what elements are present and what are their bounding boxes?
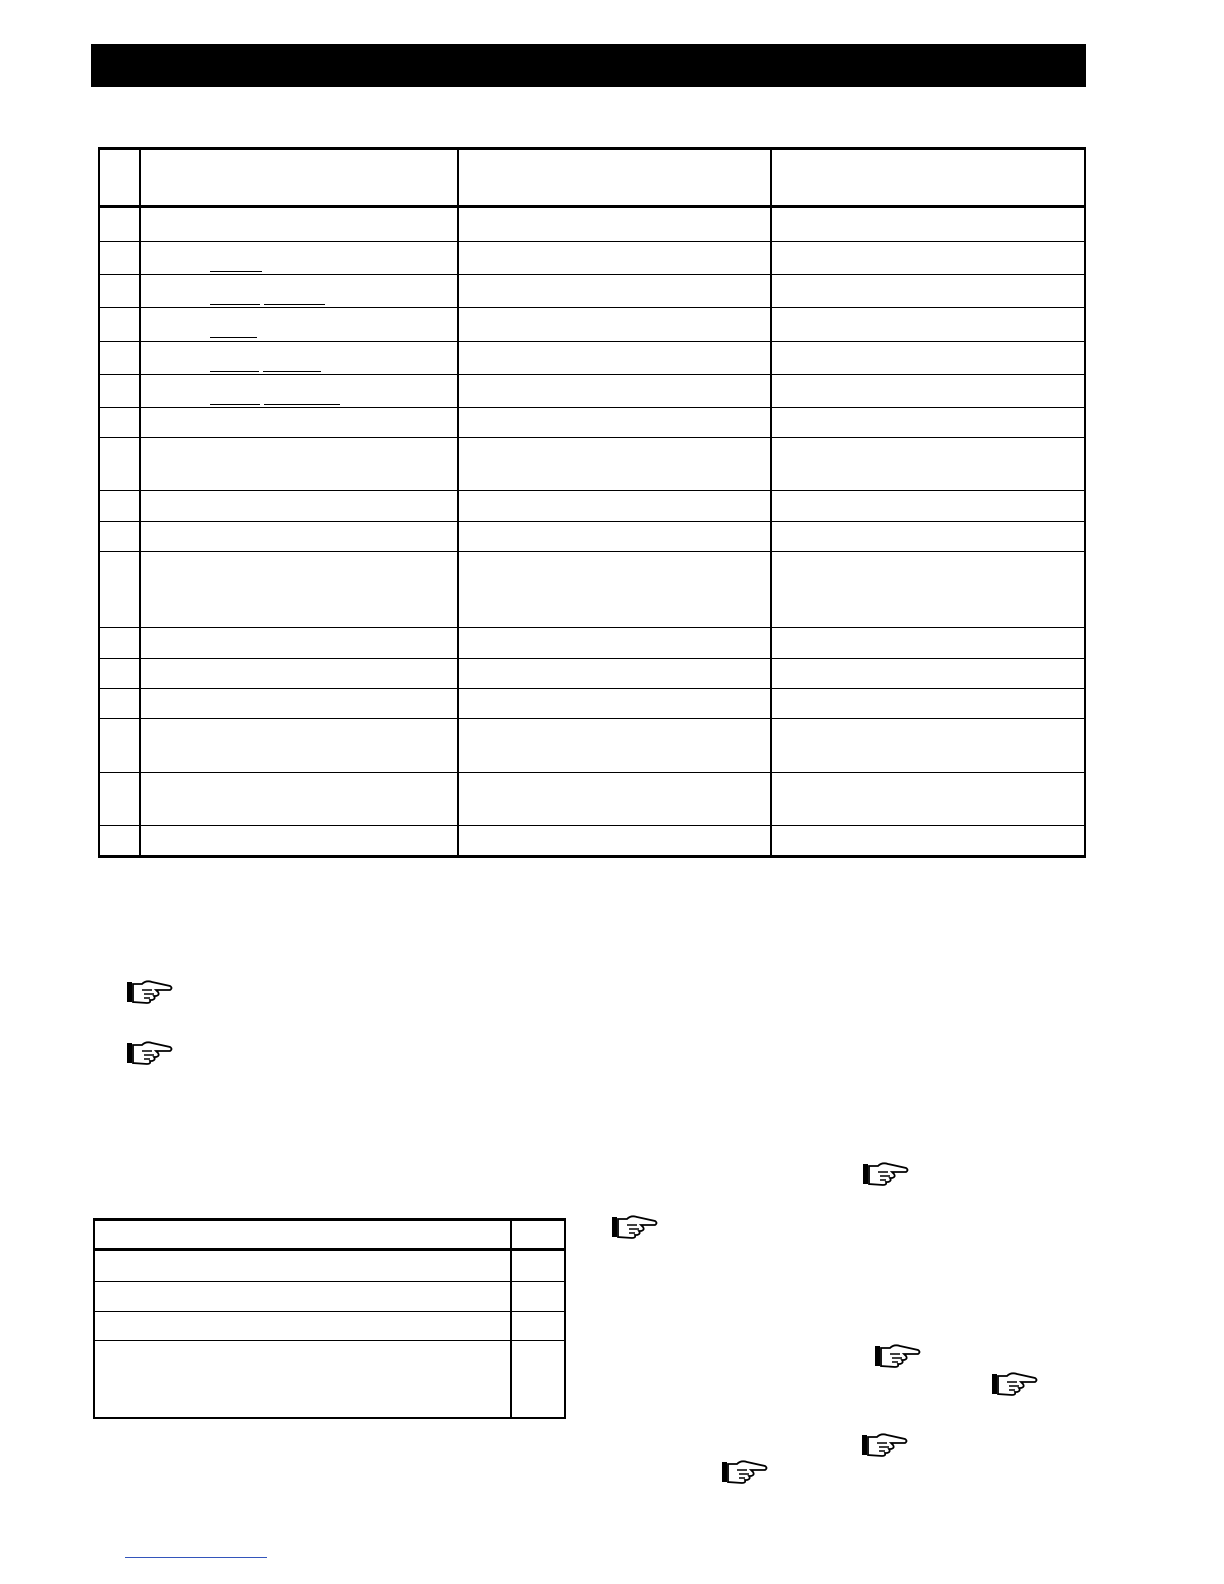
row-divider [98, 627, 1086, 628]
row-divider [93, 1281, 566, 1282]
row-divider [98, 551, 1086, 552]
underline-mark [210, 337, 257, 338]
pointing-hand-icon [126, 978, 174, 1006]
underline-mark [210, 304, 260, 305]
row-divider [98, 490, 1086, 491]
row-divider [98, 658, 1086, 659]
main-table [98, 147, 1086, 858]
pointing-hand-icon [874, 1342, 922, 1370]
header-row-divider [93, 1248, 566, 1251]
underline-mark [264, 304, 325, 305]
pointing-hand-icon [991, 1370, 1039, 1398]
row-divider [98, 374, 1086, 375]
pointing-hand-icon [861, 1431, 909, 1459]
header-row-divider [98, 205, 1086, 208]
row-divider [98, 341, 1086, 342]
underline-mark [210, 404, 260, 405]
column-divider [139, 147, 141, 858]
row-divider [98, 407, 1086, 408]
pointing-hand-icon [611, 1213, 659, 1241]
small-table [93, 1218, 566, 1419]
underline-mark [210, 371, 259, 372]
section-header-bar [91, 44, 1086, 87]
row-divider [98, 437, 1086, 438]
underline-mark [263, 371, 321, 372]
footer-link[interactable] [125, 1557, 267, 1558]
row-divider [93, 1340, 566, 1341]
column-divider [457, 147, 459, 858]
row-divider [98, 274, 1086, 275]
pointing-hand-icon [721, 1458, 769, 1486]
main-table-frame [98, 147, 1086, 858]
row-divider [98, 718, 1086, 719]
row-divider [98, 307, 1086, 308]
pointing-hand-icon [862, 1160, 910, 1188]
underline-mark [264, 404, 340, 405]
row-divider [98, 825, 1086, 826]
row-divider [98, 772, 1086, 773]
underline-mark [210, 271, 262, 272]
column-divider [770, 147, 772, 858]
row-divider [93, 1311, 566, 1312]
pointing-hand-icon [126, 1039, 174, 1067]
row-divider [98, 688, 1086, 689]
row-divider [98, 521, 1086, 522]
row-divider [98, 241, 1086, 242]
